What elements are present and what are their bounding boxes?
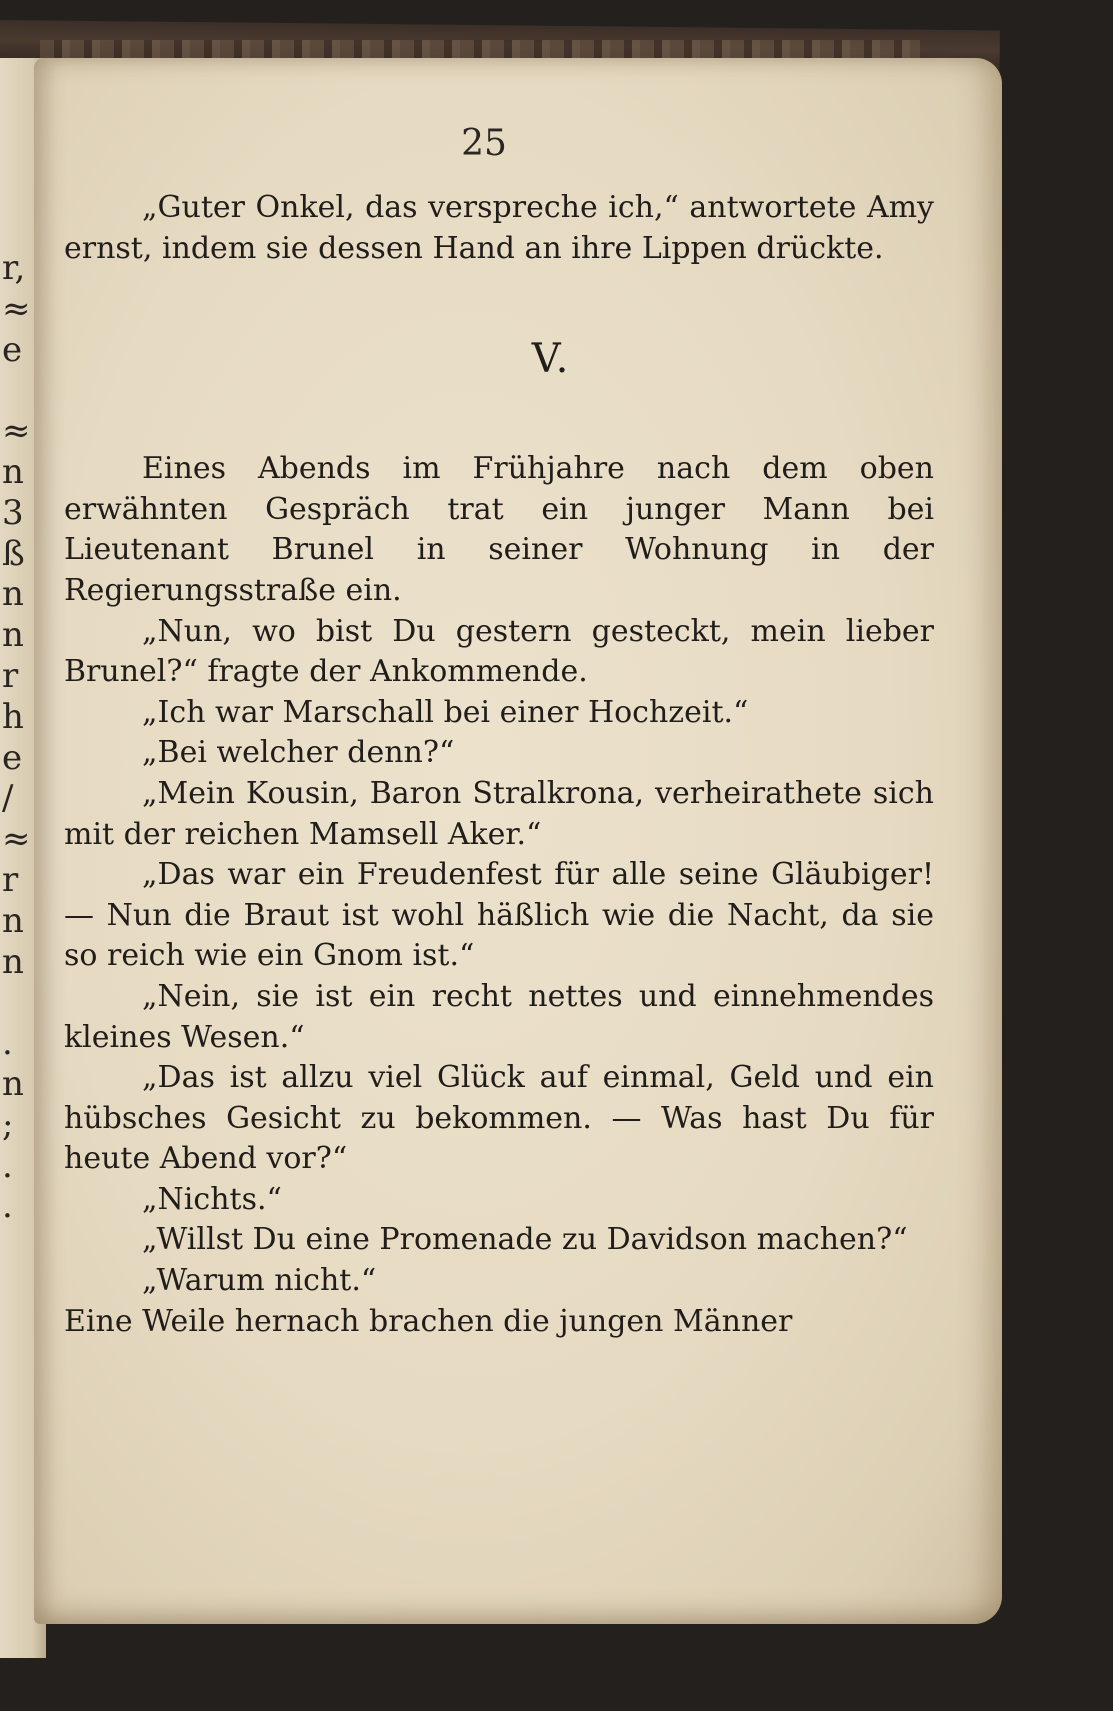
- paragraph: „Das ist allzu viel Glück auf einmal, Geld und ein hübsches Gesicht zu bekommen. — Was hast Du für heute Abend vor?“: [64, 1060, 934, 1177]
- page-number: 25: [461, 123, 507, 164]
- paragraph: „Nun, wo bist Du gestern gesteckt, mein lieber Brunel?“ fragte der Ankommende.: [64, 613, 934, 690]
- paragraph: „Willst Du eine Promenade zu Davidson machen?“: [142, 1222, 908, 1258]
- book-page: [34, 58, 1002, 1624]
- chapter-heading: V.: [531, 336, 571, 383]
- paragraph: Eine Weile hernach brachen die jungen Männer: [64, 1303, 793, 1339]
- paragraph: „Bei welcher denn?“: [142, 735, 455, 771]
- paragraph: „Nichts.“: [142, 1181, 282, 1217]
- facing-page-text: r, ≈ e ≈ n 3 ß n n r h e / ≈ r n n . n ; . .: [2, 248, 31, 1227]
- paragraph: Eines Abends im Frühjahre nach dem oben erwähnten Gespräch trat ein junger Mann bei Lieutenant Brunel in seiner Wohnung in der Regierungsstraße ein.: [64, 451, 934, 608]
- paragraph: „Nein, sie ist ein recht nettes und einnehmendes kleines Wesen.“: [64, 978, 934, 1055]
- paragraph: „Ich war Marschall bei einer Hochzeit.“: [142, 694, 749, 730]
- paragraph: „Guter Onkel, das verspreche ich,“ antwortete Amy ernst, indem sie dessen Hand an ihre Lippen drückte.: [64, 190, 934, 266]
- paragraph: „Das war ein Freudenfest für alle seine Gläubiger! — Nun die Braut ist wohl häßlich wie die Nacht, da sie so reich wie ein Gnom ist.“: [64, 857, 934, 974]
- page-text: [64, 188, 934, 1342]
- paragraph: „Mein Kousin, Baron Stralkrona, verheirathete sich mit der reichen Mamsell Aker.“: [64, 775, 934, 852]
- paragraph: „Warum nicht.“: [142, 1263, 377, 1299]
- book-cover-band: [40, 40, 920, 60]
